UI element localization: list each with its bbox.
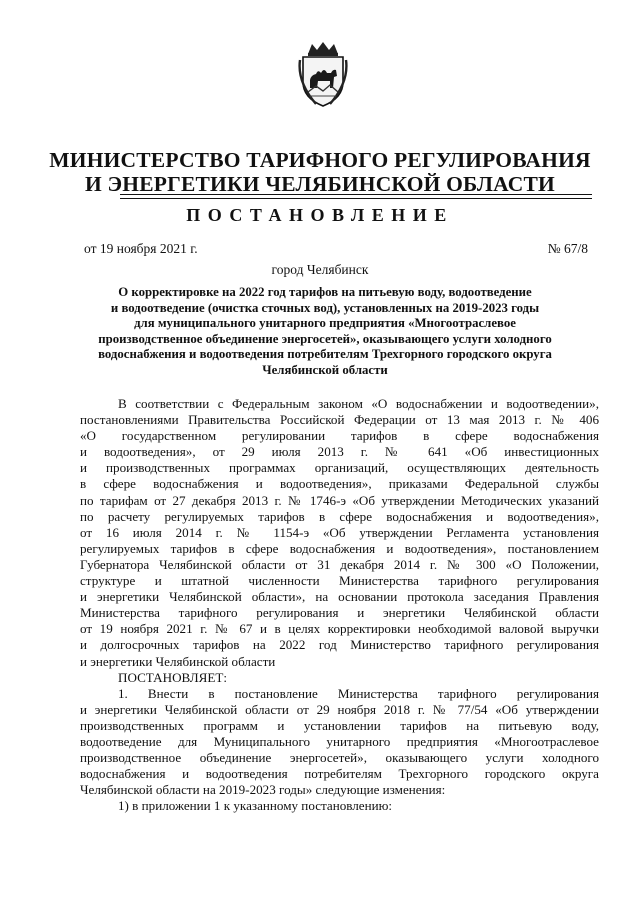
body-line: и энергетики Челябинской области <box>80 653 276 669</box>
item-1-line: 1. Внести в постановление Министерства тарифного регулирования <box>118 685 599 701</box>
body-line: Министерства тарифного регулирования и энергетики Челябинской области <box>80 605 599 621</box>
body-line: от 16 июля 2014 г. № 1154-э «Об утверждении Регламента установления <box>80 524 599 540</box>
title-line: для муниципального унитарного предприятия «Многоотраслевое <box>134 316 516 331</box>
item-1-line: водоснабжения и водоотведения потребителям Трехгорного городского округа <box>80 766 599 782</box>
document-type: ПОСТАНОВЛЕНИЕ <box>186 205 454 225</box>
item-1-line: водоотведение для Муниципального унитарного предприятия «Многоотраслевое <box>80 733 599 749</box>
body-line: «О государственном регулировании тарифов в сфере водоснабжения <box>80 428 599 444</box>
body-line: Губернатора Челябинской области от 31 декабря 2014 г. № 300 «О Положении, <box>80 556 599 572</box>
document-number: № 67/8 <box>547 241 588 256</box>
body-line: в сфере водоснабжения и водоотведения», приказами Федеральной службы <box>80 476 599 492</box>
title-line: О корректировке на 2022 год тарифов на питьевую воду, водоотведение <box>118 285 532 299</box>
body-line: В соответствии с Федеральным законом «О водоснабжении и водоотведении», <box>118 396 599 411</box>
title-line: и водоотведение (очистка сточных вод), установленных на 2019-2023 годы <box>110 300 540 315</box>
coat-of-arms-icon <box>296 40 350 108</box>
item-1-line: и энергетики Челябинской области от 29 ноября 2018 г. № 77/54 «Об утверждении <box>80 701 599 717</box>
body-line: по тарифам от 27 декабря 2013 г. № 1746-э «Об утверждении Методических указаний <box>80 492 599 508</box>
body-line: от 19 ноября 2021 г. № 67 и в целях корректировки необходимой валовой выручки <box>80 621 599 637</box>
document-title <box>80 285 570 379</box>
item-1-line: Челябинской области на 2019-2023 годы» следующие изменения: <box>80 782 446 798</box>
document-city: город Челябинск <box>271 262 369 277</box>
body-line: структуре и штатной численности Министерства тарифного регулирования <box>80 573 599 589</box>
body-line: постановлениями Правительства Российской Федерации от 13 мая 2013 г. № 406 <box>80 412 599 428</box>
header-divider <box>120 194 592 195</box>
body-line: по расчету регулируемых тарифов в сфере водоснабжения и водоотведения», <box>80 508 599 524</box>
body-line: и энергетики Челябинской области», на основании протокола заседания Правления <box>80 589 599 605</box>
title-line: водоснабжения и водоотведения потребителям Трехгорного городского округа <box>98 347 552 362</box>
title-line: Челябинской области <box>262 362 388 377</box>
item-1-line: производственное объединение энергосетей», оказывающего услуги холодного <box>80 750 599 766</box>
body-line: и водоотведения», от 29 июля 2013 г. № 641 «Об инвестиционных <box>80 444 599 460</box>
subitem-1: 1) в приложении 1 к указанному постановлению: <box>118 798 393 814</box>
ministry-name-line-2: И ЭНЕРГЕТИКИ ЧЕЛЯБИНСКОЙ ОБЛАСТИ <box>85 172 555 196</box>
title-line: производственное объединение энергосетей», оказывающего услуги холодного <box>98 331 552 346</box>
resolves-heading: ПОСТАНОВЛЯЕТ: <box>118 669 228 685</box>
body-line: и долгосрочных тарифов на 2022 год Министерство тарифного регулирования <box>80 637 599 653</box>
document-date: от 19 ноября 2021 г. <box>84 241 198 256</box>
header-divider <box>120 198 592 199</box>
ministry-name-line-1: МИНИСТЕРСТВО ТАРИФНОГО РЕГУЛИРОВАНИЯ <box>49 148 591 172</box>
body-line: и производственных программах организаций, осуществляющих деятельность <box>80 460 599 476</box>
body-line: регулируемых тарифов в сфере водоснабжения и водоотведения», постановлением <box>80 540 599 556</box>
document-body <box>80 396 599 814</box>
item-1-line: производственных программ и установлении тарифов на питьевую воду, <box>80 717 599 733</box>
